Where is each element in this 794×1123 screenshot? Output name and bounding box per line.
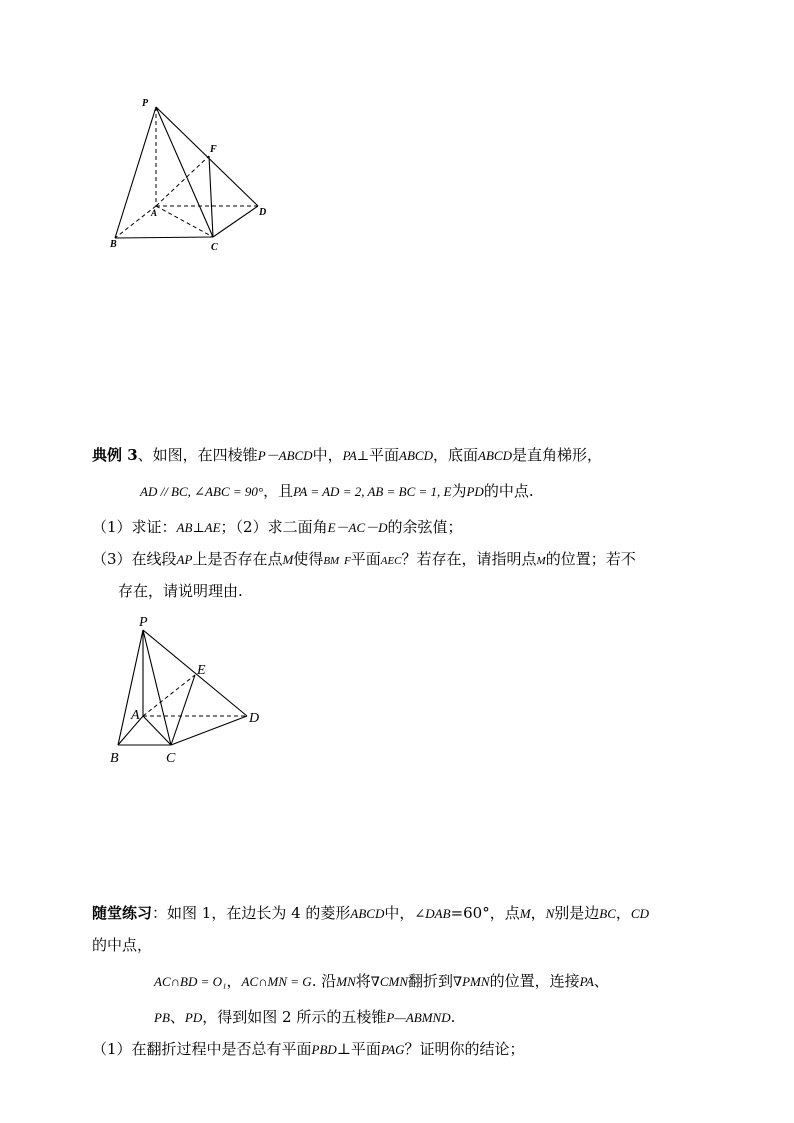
example3-line1 [92, 444, 602, 467]
figure-2-pyramid [100, 610, 270, 770]
ex3-l1-mid1: 中， [312, 446, 343, 464]
exer-l1-bc: BC [599, 906, 616, 921]
ex3-q3-line2-text: 存在，请说明理由. [118, 582, 243, 600]
exer-l3-pmn: ∇PMN [453, 974, 490, 989]
exer-l4-pyr: P—ABMND [386, 1010, 451, 1025]
exer-l3-t1: ， [226, 972, 242, 990]
exer-l1-t2: 中， [384, 904, 415, 922]
ex3-l2-cond1: AD // BC, ∠ABC = 90° [140, 484, 264, 499]
fig2-label-b: B [110, 751, 119, 766]
ex3-l1-pa-perp: PA⊥ [342, 448, 370, 463]
fig1-label-d: D [259, 207, 267, 218]
exer-l4-pb: PB [154, 1010, 170, 1025]
exer-l4-t2: ，得到如图 2 所示的五棱锥 [202, 1008, 387, 1026]
exercise-line3 [154, 970, 609, 993]
ex3-q2-prefix: ；（2）求二面角 [220, 518, 328, 536]
exer-l1-t1: ：如图 1，在边长为 4 的菱形 [152, 904, 351, 922]
example3-q3-line2 [118, 580, 243, 602]
fig2-label-e: E [197, 663, 206, 678]
exer-q1-pag: PAG [380, 1042, 405, 1057]
ex3-q1-expr: AB⊥AE [176, 520, 221, 535]
ex3-q3-f: F [343, 555, 351, 567]
exer-l4-pd: PD [184, 1010, 203, 1025]
ex3-q2-expr: E－AC－D [327, 520, 388, 535]
exer-l1-angle: ∠DAB [414, 906, 451, 921]
exer-l2-text: 的中点， [92, 936, 153, 954]
ex3-l1-plane: 平面 [369, 446, 400, 464]
exercise-line4 [154, 1006, 455, 1029]
ex3-l2-and: ，且 [263, 482, 294, 500]
exer-l1-n: N [545, 906, 555, 921]
ex3-q3-t1: 上是否存在点 [192, 550, 283, 568]
ex3-q2-suffix: 的余弦值； [387, 518, 463, 536]
exer-l1-t3: =60°，点 [450, 904, 520, 922]
ex3-q3-m2: M [536, 555, 546, 567]
example3-label: 典例 3 [92, 446, 138, 464]
exercise-q1 [92, 1038, 525, 1061]
exercise-label: 随堂练习 [92, 904, 153, 922]
fig2-label-p: P [139, 615, 148, 630]
exer-l3-t3: 将 [355, 972, 371, 990]
exer-l3-t4: 翻折到 [408, 972, 454, 990]
figure-1-pyramid [100, 92, 280, 262]
ex3-q3-t4: ？若存在，请指明点 [401, 550, 537, 568]
fig1-label-c: C [211, 242, 218, 253]
exer-l3-t2: . 沿 [311, 972, 337, 990]
ex3-l1-pyr: P－ABCD [257, 448, 313, 463]
exer-l1-abcd: ABCD [350, 906, 385, 921]
exer-l3-t6: 、 [593, 972, 609, 990]
ex3-q3-prefix: （3）在线段 [92, 550, 177, 568]
ex3-l1-prefix: 、如图，在四棱锥 [137, 446, 258, 464]
exer-l1-t4: ， [530, 904, 546, 922]
ex3-q3-m1: M [282, 552, 294, 567]
example3-q1-q2 [92, 516, 463, 539]
exer-l1-cd: CD [630, 906, 649, 921]
fig1-label-p: P [142, 98, 149, 109]
example3-q3 [92, 548, 636, 572]
ex3-l1-abcd2: ABCD [478, 448, 512, 463]
exer-l3-mn: MN [336, 974, 356, 989]
exer-l1-t6: ， [615, 904, 631, 922]
exer-q1-prefix: （1）在翻折过程中是否总有平面 [92, 1040, 312, 1058]
ex3-l1-suffix: 是直角梯形， [511, 446, 602, 464]
ex3-q3-t2: 使得 [293, 550, 324, 568]
fig2-label-c: C [166, 751, 176, 766]
exer-q1-suffix: ？证明你的结论； [404, 1040, 525, 1058]
fig2-label-a: A [131, 708, 140, 723]
exercise-line2 [92, 934, 152, 956]
ex3-q1-prefix: （1）求证： [92, 518, 177, 536]
ex3-l1-abcd1: ABCD [399, 448, 433, 463]
example3-line2 [140, 480, 534, 503]
exer-l1-t5: 别是边 [554, 904, 600, 922]
ex3-q3-t5: 的位置；若不 [545, 550, 636, 568]
ex3-l2-is: 为 [451, 482, 467, 500]
exer-l3-t5: 的位置，连接 [489, 972, 580, 990]
exer-l3-e1: AC∩BD = O₁ [154, 974, 227, 989]
exer-l1-m: M [519, 906, 531, 921]
fig2-label-d: D [249, 711, 260, 726]
exer-l4-t3: . [450, 1008, 456, 1026]
fig1-label-f: F [210, 144, 217, 155]
ex3-q3-ap: AP [176, 552, 193, 567]
ex3-q3-t3: 平面 [350, 550, 381, 568]
ex3-q3-aec: AEC [380, 555, 402, 567]
ex3-l1-mid2: ，底面 [433, 446, 479, 464]
exer-q1-perp: ⊥平面 [336, 1040, 381, 1058]
fig1-label-b: B [110, 239, 117, 250]
exercise-line1 [92, 902, 649, 925]
fig1-label-a: A [151, 208, 158, 218]
ex3-l2-mid: 的中点. [483, 482, 534, 500]
ex3-l2-cond2: PA = AD = 2, AB = BC = 1, E [293, 484, 452, 499]
ex3-l2-pd: PD [466, 484, 484, 499]
exer-l3-pa: PA [579, 974, 594, 989]
exer-l3-cmn: ∇CMN [370, 974, 409, 989]
exer-q1-pbd: PBD [311, 1042, 337, 1057]
exer-l4-t1: 、 [169, 1008, 185, 1026]
ex3-q3-bm: BM [323, 555, 340, 567]
exer-l3-e2: AC∩MN = G [241, 974, 312, 989]
